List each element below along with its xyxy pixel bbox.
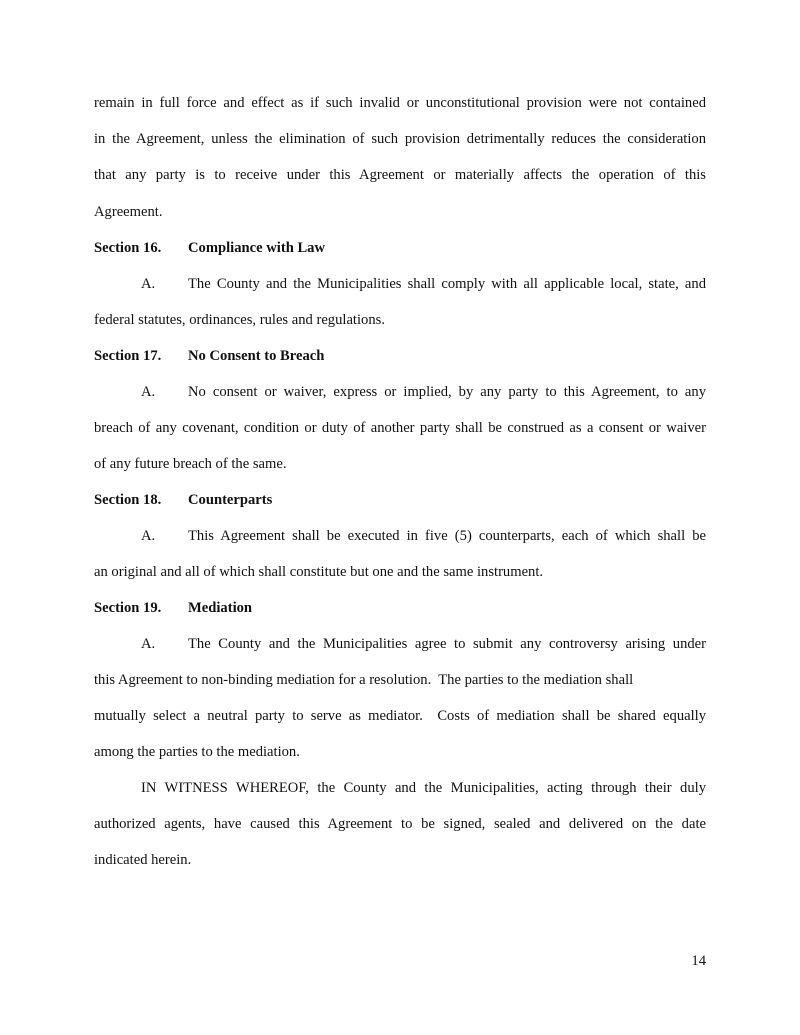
- witness-line: IN WITNESS WHEREOF, the County and the Municipalities, acting through their duly: [141, 780, 706, 796]
- body-line: No consent or waiver, express or implied, by any party to this Agreement, to any: [188, 384, 706, 400]
- body-line: among the parties to the mediation.: [94, 744, 300, 760]
- section-heading-17: [94, 347, 706, 365]
- section-number: Section 19.: [94, 600, 162, 616]
- body-line: that any party is to receive under this Agreement or materially affects the operation of this: [94, 167, 706, 183]
- section-title: Compliance with Law: [188, 240, 326, 256]
- body-line: federal statutes, ordinances, rules and regulations.: [94, 312, 385, 328]
- page-number: 14: [691, 953, 706, 969]
- body-line: remain in full force and effect as if such invalid or unconstitutional provision were not contained: [94, 95, 706, 111]
- section-18-item-a: [94, 527, 706, 545]
- witness-line: authorized agents, have caused this Agreement to be signed, sealed and delivered on the date: [94, 816, 706, 832]
- item-label: A.: [141, 276, 156, 292]
- section-number: Section 17.: [94, 348, 162, 364]
- section-heading-19: [94, 599, 706, 617]
- section-number: Section 18.: [94, 492, 162, 508]
- body-line: this Agreement to non-binding mediation for a resolution. The parties to the mediation shall: [94, 672, 634, 688]
- item-label: A.: [141, 384, 156, 400]
- witness-line: indicated herein.: [94, 852, 192, 868]
- section-17-item-a: [94, 383, 706, 401]
- section-16-item-a: [94, 275, 706, 293]
- body-line: This Agreement shall be executed in five (5) counterparts, each of which shall be: [188, 528, 706, 544]
- body-line: an original and all of which shall constitute but one and the same instrument.: [94, 564, 544, 580]
- item-label: A.: [141, 528, 156, 544]
- item-label: A.: [141, 636, 156, 652]
- section-title: Mediation: [188, 600, 253, 616]
- body-line: The County and the Municipalities shall comply with all applicable local, state, and: [188, 276, 706, 292]
- body-line: The County and the Municipalities agree to submit any controversy arising under: [188, 636, 706, 652]
- section-heading-18: [94, 491, 706, 509]
- body-line: mutually select a neutral party to serve as mediator. Costs of mediation shall be shared equally: [94, 708, 706, 724]
- body-line: breach of any covenant, condition or duty of another party shall be construed as a consent or waiver: [94, 420, 706, 436]
- body-line: Agreement.: [94, 204, 163, 220]
- section-title: No Consent to Breach: [188, 348, 325, 364]
- body-line: of any future breach of the same.: [94, 456, 287, 472]
- section-title: Counterparts: [188, 492, 273, 508]
- section-19-item-a: [94, 635, 706, 653]
- body-line: in the Agreement, unless the elimination of such provision detrimentally reduces the consideration: [94, 131, 706, 147]
- section-number: Section 16.: [94, 240, 162, 256]
- section-heading-16: [94, 239, 706, 257]
